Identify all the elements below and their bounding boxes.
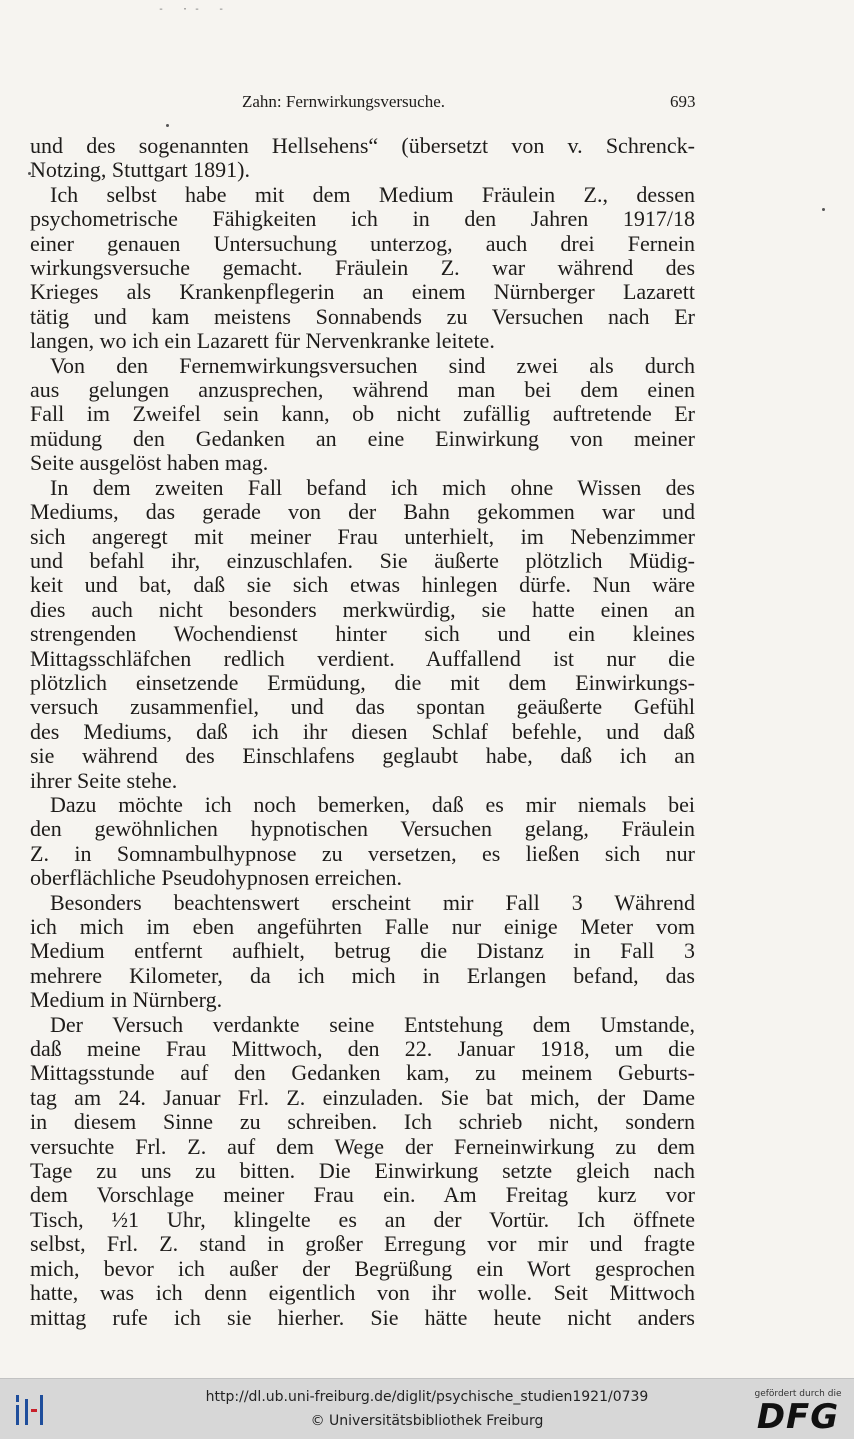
running-title: Zahn: Fernwirkungsversuche. — [242, 92, 446, 111]
scan-marks: - ·- - — [158, 4, 231, 15]
text-line: tätig und kam meistens Sonnabends zu Versuchen nach Er — [30, 303, 695, 329]
text-line: sich angeregt mit meiner Frau unterhielt, im Nebenzimmer — [30, 523, 695, 549]
text-line: Fall im Zweifel sein kann, ob nicht zufällig auftretende Er — [30, 401, 695, 427]
dfg-sponsor — [748, 1383, 848, 1437]
text-line: ihrer Seite stehe. — [30, 767, 178, 793]
text-line: In dem zweiten Fall befand ich mich ohne Wissen des — [50, 474, 695, 500]
text-line: und befahl ihr, einzuschlafen. Sie äußerte plötzlich Müdig- — [30, 547, 695, 573]
text-line: oberflächliche Pseudohypnosen erreichen. — [30, 865, 403, 891]
text-line: aus gelungen anzusprechen, während man bei dem einen — [30, 377, 695, 403]
text-line: dem Vorschlage meiner Frau ein. Am Freitag kurz vor — [30, 1182, 695, 1208]
text-line: ich mich im eben angeführten Falle nur einige Meter vom — [30, 914, 695, 939]
text-line: hatte, was ich denn eigentlich von ihr wolle. Seit Mittwoch — [30, 1280, 695, 1306]
text-line: Besonders beachtenswert erscheint mir Fall 3 Während — [50, 889, 695, 915]
text-line: Z. in Somnambulhypnose zu versetzen, es ließen sich nur — [30, 840, 695, 866]
text-line: tag am 24. Januar Frl. Z. einzuladen. Sie bat mich, der Dame — [30, 1084, 695, 1110]
text-line: strengenden Wochendienst hinter sich und ein kleines — [30, 621, 695, 647]
text-line: Notzing, Stuttgart 1891). — [30, 157, 250, 183]
text-line: Seite ausgelöst haben mag. — [30, 450, 269, 476]
footer-bar — [0, 1378, 854, 1439]
text-line: Medium entfernt aufhielt, betrug die Distanz in Fall 3 — [30, 938, 695, 964]
text-line: Mittagsstunde auf den Gedanken kam, zu meinem Geburts- — [30, 1060, 695, 1086]
text-line: daß meine Frau Mittwoch, den 22. Januar 1918, um die — [30, 1036, 695, 1062]
text-line: plötzlich einsetzende Ermüdung, die mit dem Einwirkungs- — [30, 669, 695, 695]
text-line: den gewöhnlichen hypnotischen Versuchen gelang, Fräulein — [30, 816, 695, 842]
text-line: versuch zusammenfiel, und das spontan geäußerte Gefühl — [30, 694, 695, 720]
text-line: Dazu möchte ich noch bemerken, daß es mir niemals bei — [50, 791, 695, 817]
text-line: langen, wo ich ein Lazarett für Nervenkranke leitete. — [30, 328, 495, 354]
text-line: in diesem Sinne zu schreiben. Ich schrieb nicht, sondern — [30, 1109, 695, 1135]
text-line: psychometrische Fähigkeiten ich in den Jahren 1917/18 — [30, 206, 695, 232]
page-number: 693 — [670, 92, 696, 111]
text-line: einer genauen Untersuchung unterzog, auch drei Fernein — [30, 230, 695, 256]
text-line: keit und bat, daß sie sich etwas hinlegen dürfe. Nun wäre — [30, 572, 695, 598]
text-line: Tisch, ½1 Uhr, klingelte es an der Vortür. Ich öffnete — [30, 1206, 695, 1232]
text-line: mehrere Kilometer, da ich mich in Erlangen befand, das — [30, 962, 695, 988]
text-line: Von den Fernemwirkungsversuchen sind zwei als durch — [50, 352, 695, 378]
text-line: mittag rufe ich sie hierher. Sie hätte heute nicht anders — [30, 1304, 695, 1330]
copyright-notice: © Universitätsbibliothek Freiburg — [310, 1413, 544, 1429]
text-line: Der Versuch verdankte seine Entstehung dem Umstande, — [50, 1011, 695, 1037]
ink-speck — [822, 208, 825, 211]
text-line: Mittagsschläfchen redlich verdient. Auffallend ist nur die — [30, 645, 695, 671]
text-line: wirkungsversuche gemacht. Fräulein Z. war während des — [30, 255, 695, 281]
text-line: versuchte Frl. Z. auf dem Wege der Ferneinwirkung zu dem — [30, 1133, 695, 1159]
text-line: Medium in Nürnberg. — [30, 987, 223, 1013]
text-line: sie während des Einschlafens geglaubt habe, daß ich an — [30, 743, 695, 769]
text-line: müdung den Gedanken an eine Einwirkung von meiner — [30, 425, 695, 451]
source-url-link[interactable]: http://dl.ub.uni-freiburg.de/diglit/psychische_studien1921/0739 — [205, 1389, 649, 1405]
text-line: und des sogenannten Hellsehens“ (übersetzt von v. Schrenck- — [30, 133, 695, 158]
running-head — [0, 92, 854, 112]
text-line: Tage zu uns zu bitten. Die Einwirkung setzte gleich nach — [30, 1158, 695, 1184]
body-text — [30, 134, 695, 1330]
text-line: Mediums, das gerade von der Bahn gekommen war und — [30, 499, 695, 525]
text-line: des Mediums, daß ich ihr diesen Schlaf befehle, und daß — [30, 718, 695, 744]
dfg-logo: DFG — [756, 1397, 840, 1437]
sponsor-caption: gefördert durch die — [754, 1389, 842, 1399]
ink-speck — [166, 124, 169, 127]
text-line: selbst, Frl. Z. stand in großer Erregung vor mir und fragte — [30, 1231, 695, 1257]
text-line: Ich selbst habe mit dem Medium Fräulein Z., dessen — [50, 181, 695, 207]
text-line: dies auch nicht besonders merkwürdig, sie hatte einen an — [30, 596, 695, 622]
text-line: Krieges als Krankenpflegerin an einem Nürnberger Lazarett — [30, 279, 695, 305]
text-line: mich, bevor ich außer der Begrüßung ein Wort gesprochen — [30, 1255, 695, 1281]
